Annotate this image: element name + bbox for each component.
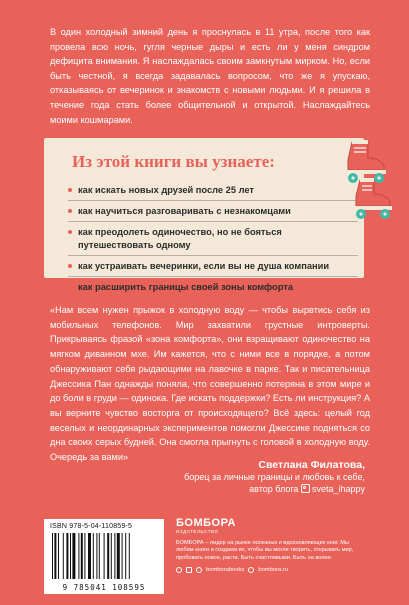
- barcode-number: 9 785041 108595: [62, 583, 146, 592]
- learn-box-title: Из этой книги вы узнаете:: [72, 152, 275, 171]
- list-item: как устраивать вечеринки, если вы не душа компании: [68, 256, 358, 277]
- bullet-icon: [68, 209, 72, 213]
- barcode-block: [44, 519, 164, 594]
- barcode-image: [52, 533, 158, 579]
- bullet-icon: [68, 264, 72, 268]
- publisher-logo: БОМБОРА: [176, 517, 236, 529]
- list-item: как искать новых друзей после 25 лет: [68, 180, 358, 201]
- vk-icon: [176, 567, 182, 573]
- publisher-description: БОМБОРА – лидер на рынке полезных и вдохновляющих книг. Мы любим книги и создаем их, чтобы вы могли творить, открывать мир, пробовать новое, расти. Быть счастливыми. Быть на волне.: [176, 540, 354, 561]
- bullet-icon: [68, 230, 72, 234]
- list-item: как преодолеть одиночество, но не бояться путешествовать одному: [68, 222, 358, 255]
- author-title: борец за личные границы и любовь к себе,: [184, 472, 365, 482]
- author-blog: автор блога sveta_ihappy: [249, 483, 365, 494]
- publisher-links: [176, 567, 366, 573]
- author-name: Светлана Филатова,: [258, 459, 365, 471]
- intro-paragraph: В один холодный зимний день я проснулась в 11 утра, после того как провела всю ночь, гугля черные дыры и есть ли у меня синдром дефицита внимания. Я наслаждалась своим замкнутым мирком. Но, если быть честной, я всегда задавалась вопросом, что же я упускаю, отказываясь от вечеринок и знакомств с новыми людьми. И я решила в течение года стать более общительной и открытой. Наслаждайтесь моими кошмарами.: [50, 27, 370, 125]
- isbn-text: ISBN 978-5-04-110859-5: [50, 523, 133, 530]
- review-quote: «Нам всем нужен прыжок в холодную воду — чтобы вырвтись себя из мобильных телефонов. Мир захватили грустные интроверты. Прикрываясь фразой «зона комфорта», они взращивают одиночество на мягком диванном мхе. Им кажется, что с ними все в порядке, а потом обнаруживают себя рыдающими на лавочке в парке. Так и писательница Джессика Пан однажды поняла, что совершенно потеряна в этом мире и до боли в груди — одинока. Где искать поддержки? Есть ли инструкция? А вы верните чувство восторга от происходящего? Всё здесь: целый год веселых и неординарных экспериментов помогли Джессике подняться со дна своих серых будней. Она смогла прыгнуть с головой в холодную воду. Очередь за вами»: [50, 305, 370, 463]
- instagram-icon: [186, 567, 192, 573]
- publisher-logo-subtitle: ИЗДАТЕЛЬСТВО: [176, 529, 219, 534]
- list-item: как научиться разговаривать с незнакомцами: [68, 201, 358, 222]
- roller-skates-icon: [338, 136, 402, 220]
- quote-author: [184, 458, 365, 495]
- bullet-icon: [68, 285, 72, 289]
- social-handle: bomborabooks: [206, 567, 245, 574]
- list-item: как расширить границы своей зоны комфорта: [68, 277, 358, 297]
- bullet-icon: [68, 188, 72, 192]
- website: bombora.ru: [258, 567, 289, 574]
- instagram-icon: [301, 484, 310, 493]
- publisher-block: [176, 518, 366, 573]
- learn-box: [44, 138, 364, 293]
- globe-icon: [248, 567, 254, 573]
- learn-list: [68, 180, 358, 297]
- facebook-icon: [196, 567, 202, 573]
